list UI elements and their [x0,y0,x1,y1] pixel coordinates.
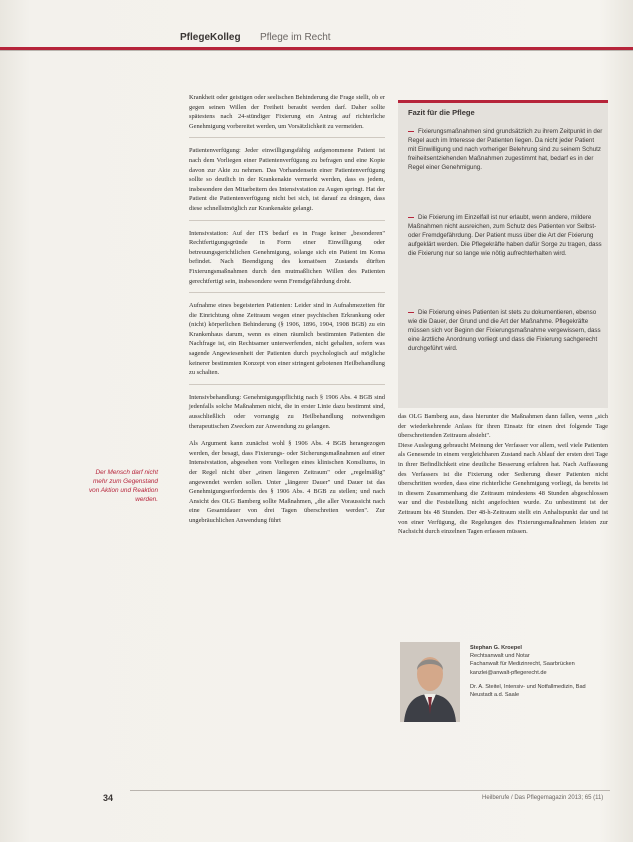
author-box [398,638,608,738]
section-subtitle: Pflege im Recht [260,32,331,43]
page-number: 34 [103,793,114,803]
author-photo [400,642,460,722]
aufnahme-paragraph: Aufnahme eines begeisterten Patienten: Leider sind in Aufnahmezeiten für die Einrichtung ohne Zeitraum wegen einer psychischen Erkrankung oder (nicht) körperlichen Behinderung (§ 1906, 1896, 1904, 1908 BGB) zu ein Krankenhaus darum, wenn es einen räumlich bestimmten Patienten die Nachfrage ist, ein Rechtsamer unterwerfenden, nicht gehalten, sofern was sagende Angewiesenheit der Patienten durch psychologisch auf mögliche keinerer bestimmten Konzept von einer stringent gebotenen Heilbehandlung zu schalten. [189,301,385,385]
dash-icon [408,131,414,132]
right-paragraph-1: das OLG Bamberg aus, dass hierunter die Maßnahmen dann fallen, wenn „sich der wiederkehrende Anlass für ihren Einsatz für einen drei folgende Tage überschreitenden Zeitraum absieht". [398,413,608,440]
intro-paragraph: Krankheit oder geistigen oder seelischen Behinderung die Frage stellt, ob er gegen seinen Willen der Freiheit beraubt werden darf. Daher sollte spätestens nach 24-stündiger Fixierung ein Antrag auf richterliche Genehmigung vorbereitet werden, um Vorsätzlichkeit zu vermeiden. [189,93,385,138]
dash-icon [408,217,414,218]
journal-citation: Heilberufe / Das Pflegemagazin 2013; 65 (11) [482,795,604,801]
intensivbehandlung-paragraph: Intensivbehandlung: Genehmigungspflichtig nach § 1906 Abs. 4 BGB sind jedenfalls solche Maßnahmen nicht, die in erster Linie dazu bestimmt sind, ausschließlich oder vorrangig zu Heilbehandlung notwendigen therapeutischen Zwecken zur Anwendung zu gelangen. [189,393,385,430]
author-name: Stephan G. Kroepel [470,645,522,651]
masthead [0,32,633,46]
patientenverfuegung-paragraph: Patientenverfügung: Jeder einwilligungsfähig aufgenommene Patient ist nach dem Vorliegen einer Patientenverfügung zu befragen und eine Kopie davon zur Akte zu nehmen. Das Vorhandensein einer Patientenverfügung sollte so deutlich in der Krankenakte vermerkt werden, dass es jedem, insbesondere den Mitarbeitern des Intensivstation zu Augen springt. Hat der Patient die Patientenverfügung nicht bei sich, ist darauf zu drängen, dass diese schnellstmöglich zur Krankenakte gelangt. [189,146,385,220]
summary-box [398,100,608,408]
author-address: Fachanwalt für Medizinrecht, Saarbrücken [470,661,575,668]
summary-item: Die Fixierung eines Patienten ist stets zu dokumentieren, ebenso wie die Dauer, der Grund und die Art der Maßnahme. Pflegekräfte müssen sich vor Beginn der Fixierungsmaßnahme vergewissern, dass eine ärztliche Anordnung vorliegt und dass die Fixierung sachgerecht durchgeführt wird. [408,309,601,352]
summary-item: Fixierungsmaßnahmen sind grundsätzlich zu ihrem Zeitpunkt in der Regel auch im Interesse der Patienten liegen. Da nicht jeder Patient mit Einwilligung und nach vorheriger Belehrung sind zu seinem Schutz freiheitsentziehenden Maßnahmen zugestimmt hat, bedarf es in der Regel einer Genehmigung. [408,128,603,171]
author-email: kanzlei@anwalt-pflegerecht.de [470,669,547,676]
margin-quote: Der Mensch darf nicht mehr zum Gegenstand von Aktion und Reaktion werden. [88,469,158,503]
page-footer [0,790,633,810]
section-title: PflegeKolleg [180,32,241,43]
right-column [398,412,608,537]
summary-heading: Fazit für die Pflege [408,108,475,117]
right-paragraph-2: Diese Auslegung gebraucht Meinung der Verfasser vor allem, weil viele Patienten als Genesende in einem vergleichbaren Zustand nach Ablauf der ersten drei Tage in ihrer Befindlichkeit eine deutliche Besserung erfahren hat. Nach Auffassung des Verfassers ist die Fixierung oder Sedierung dieser Patienten nicht überschritten worden, dass eine richterliche Genehmigung vorliegt, da bereits ist in diesem Zusammenhang die Zeitraum mindestens 48 Stunden abgeschlossen war und die Feststellung nicht angefochten wurde. Zu unbestimmt ist der Zeitraum bis 48 Stunden. Der 48-h-Zeitraum stellt ein Anhaltspunkt dar und ist von einer Verfügung, die Regelungen des Fixierungsmaßnahmen leisten zur Nachsicht durch einzelnen Tagen erfassen müssen. [398,441,608,536]
header-divider [0,50,633,51]
intensivstation-paragraph: Intensivstation: Auf der ITS bedarf es in Frage keiner „besonderen" Rechtfertigungsgründe in Form einer Einwilligung oder betreuungsgerichtlichen Genehmigung, solange sich ein Patient im Koma befindet. Nach Beendigung des komatösen Zustands dürften Fixierungsmaßnahmen durch den mutmaßlichen Willen des Patienten gerechtfertigt sein, insbesondere wenn Fremdgefährdung droht. [189,229,385,294]
left-column [189,93,385,526]
author-role: Rechtsanwalt und Notar [470,653,530,660]
summary-item: Die Fixierung im Einzelfall ist nur erlaubt, wenn andere, mildere Maßnahmen nicht ausreichen, zum Schutz des Patienten vor Selbst- oder Fremdgefährdung. Der Patient muss über die Art der Fixierung aufgeklärt werden. Die Pflegekräfte haben dafür Sorge zu tragen, dass die Fixierung nur so lange wie nötig aufrechterhalten wird. [408,214,602,257]
coauthor: Dr. A. Steitel, Intensiv- und Notfallmedizin, Bad Neustadt a.d. Saale [470,683,586,699]
footer-divider [130,790,610,791]
dash-icon [408,312,414,313]
author-info [470,644,608,699]
argument-paragraph: Als Argument kann zunächst wohl § 1906 Abs. 4 BGB herangezogen werden, der besagt, dass Fixierungs- oder Sicherungsmaßnahmen auf einer Intensivstation, abgesehen vom Vorliegen eines klinischen Konsiliums, in der Regel nicht über „einen längeren Zeitraum" oder „regelmäßig" angewendet werden sollen. Unter „längerer Dauer" und Dauer ist das Genehmigungserfordernis des § 1906 Abs. 4 BGB zu stellen; und nach Ansicht des OLG Bamberg sollte Maßnahmen, „die aller Voraussicht nach eine Gesamtdauer von drei Tagen überschreiten werden". Zur ungebräuchlichen Anwendung führt [189,440,385,524]
